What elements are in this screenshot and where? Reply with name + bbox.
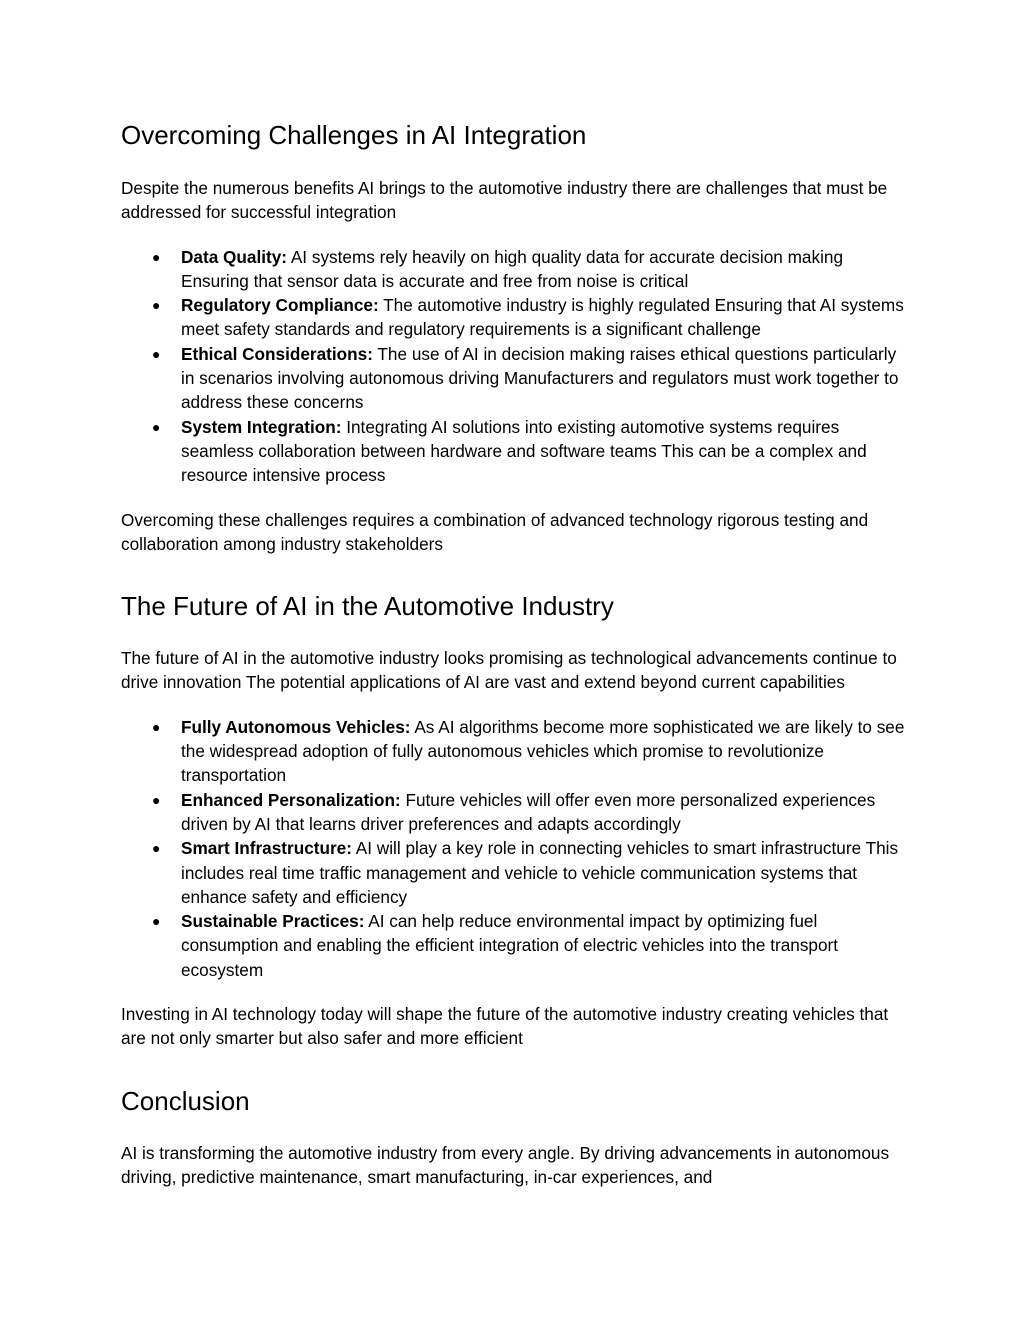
list-item-text: As AI algorithms become more sophisticated we are likely to see the widespread adoption of fully autonomous vehicles which promise to revolutionize transportation — [181, 716, 905, 786]
bullet-icon: ● — [152, 791, 161, 808]
list-item-term: Regulatory Compliance: — [181, 295, 379, 316]
list-item-term: Fully Autonomous Vehicles: — [181, 716, 411, 737]
bullet-icon: ● — [152, 913, 161, 930]
section-closing-paragraph: Investing in AI technology today will shape the future of the automotive industry creating vehicles that are not only smarter but also safer and more efficient — [121, 1004, 889, 1049]
list-item — [152, 245, 914, 294]
bullet-icon: ● — [152, 297, 161, 314]
bullet-icon: ● — [152, 718, 161, 735]
challenges-list — [121, 245, 914, 488]
list-item — [152, 836, 914, 909]
section-intro-paragraph: The future of AI in the automotive industry looks promising as technological advancements continue to drive innovation The potential applications of AI are vast and extend beyond current capabilities — [121, 648, 897, 693]
list-item-text: The automotive industry is highly regulated Ensuring that AI systems meet safety standards and regulatory requirements is a significant challenge — [181, 295, 904, 340]
bullet-icon: ● — [152, 418, 161, 435]
list-item — [152, 293, 914, 342]
list-item-text: Integrating AI solutions into existing automotive systems requires seamless collaboration between hardware and software teams This can be a complex and resource intensive process — [181, 416, 867, 486]
list-item-text: AI can help reduce environmental impact by optimizing fuel consumption and enabling the efficient integration of electric vehicles into the transport ecosystem — [181, 911, 839, 980]
list-item-text: Future vehicles will offer even more personalized experiences driven by AI that learns driver preferences and adapts accordingly — [181, 789, 876, 834]
list-item-term: Sustainable Practices: — [181, 911, 365, 932]
future-list — [121, 715, 914, 982]
section-intro-paragraph: AI is transforming the automotive industry from every angle. By driving advancements in autonomous driving, predictive maintenance, smart manufacturing, in-car experiences, and — [121, 1142, 890, 1187]
list-item — [152, 715, 914, 788]
section-intro-paragraph: Despite the numerous benefits AI brings to the automotive industry there are challenges that must be addressed for successful integration — [121, 178, 888, 223]
bullet-icon: ● — [152, 840, 161, 857]
list-item-term: Enhanced Personalization: — [181, 789, 401, 810]
list-item — [152, 788, 914, 837]
list-item-term: Data Quality: — [181, 246, 288, 267]
bullet-icon: ● — [152, 345, 161, 362]
section-heading-conclusion: Conclusion — [121, 1085, 250, 1116]
list-item — [152, 342, 914, 415]
list-item-text: AI will play a key role in connecting vehicles to smart infrastructure This includes real time traffic management and vehicle to vehicle communication systems that enhance safety and efficiency — [181, 838, 899, 907]
list-item-term: Ethical Considerations: — [181, 343, 373, 364]
list-item — [152, 909, 914, 982]
section-heading-challenges: Overcoming Challenges in AI Integration — [121, 120, 587, 150]
list-item-term: System Integration: — [181, 416, 342, 437]
section-heading-future: The Future of AI in the Automotive Industry — [121, 591, 614, 622]
section-closing-paragraph: Overcoming these challenges requires a combination of advanced technology rigorous testing and collaboration among industry stakeholders — [121, 509, 869, 554]
list-item — [152, 415, 914, 488]
list-item-text: AI systems rely heavily on high quality data for accurate decision making Ensuring that sensor data is accurate and free from noise is critical — [181, 246, 844, 291]
list-item-term: Smart Infrastructure: — [181, 838, 352, 859]
list-item-text: The use of AI in decision making raises ethical questions particularly in scenarios involving autonomous driving Manufacturers and regulators must work together to address these concerns — [181, 343, 899, 413]
bullet-icon: ● — [152, 248, 161, 265]
